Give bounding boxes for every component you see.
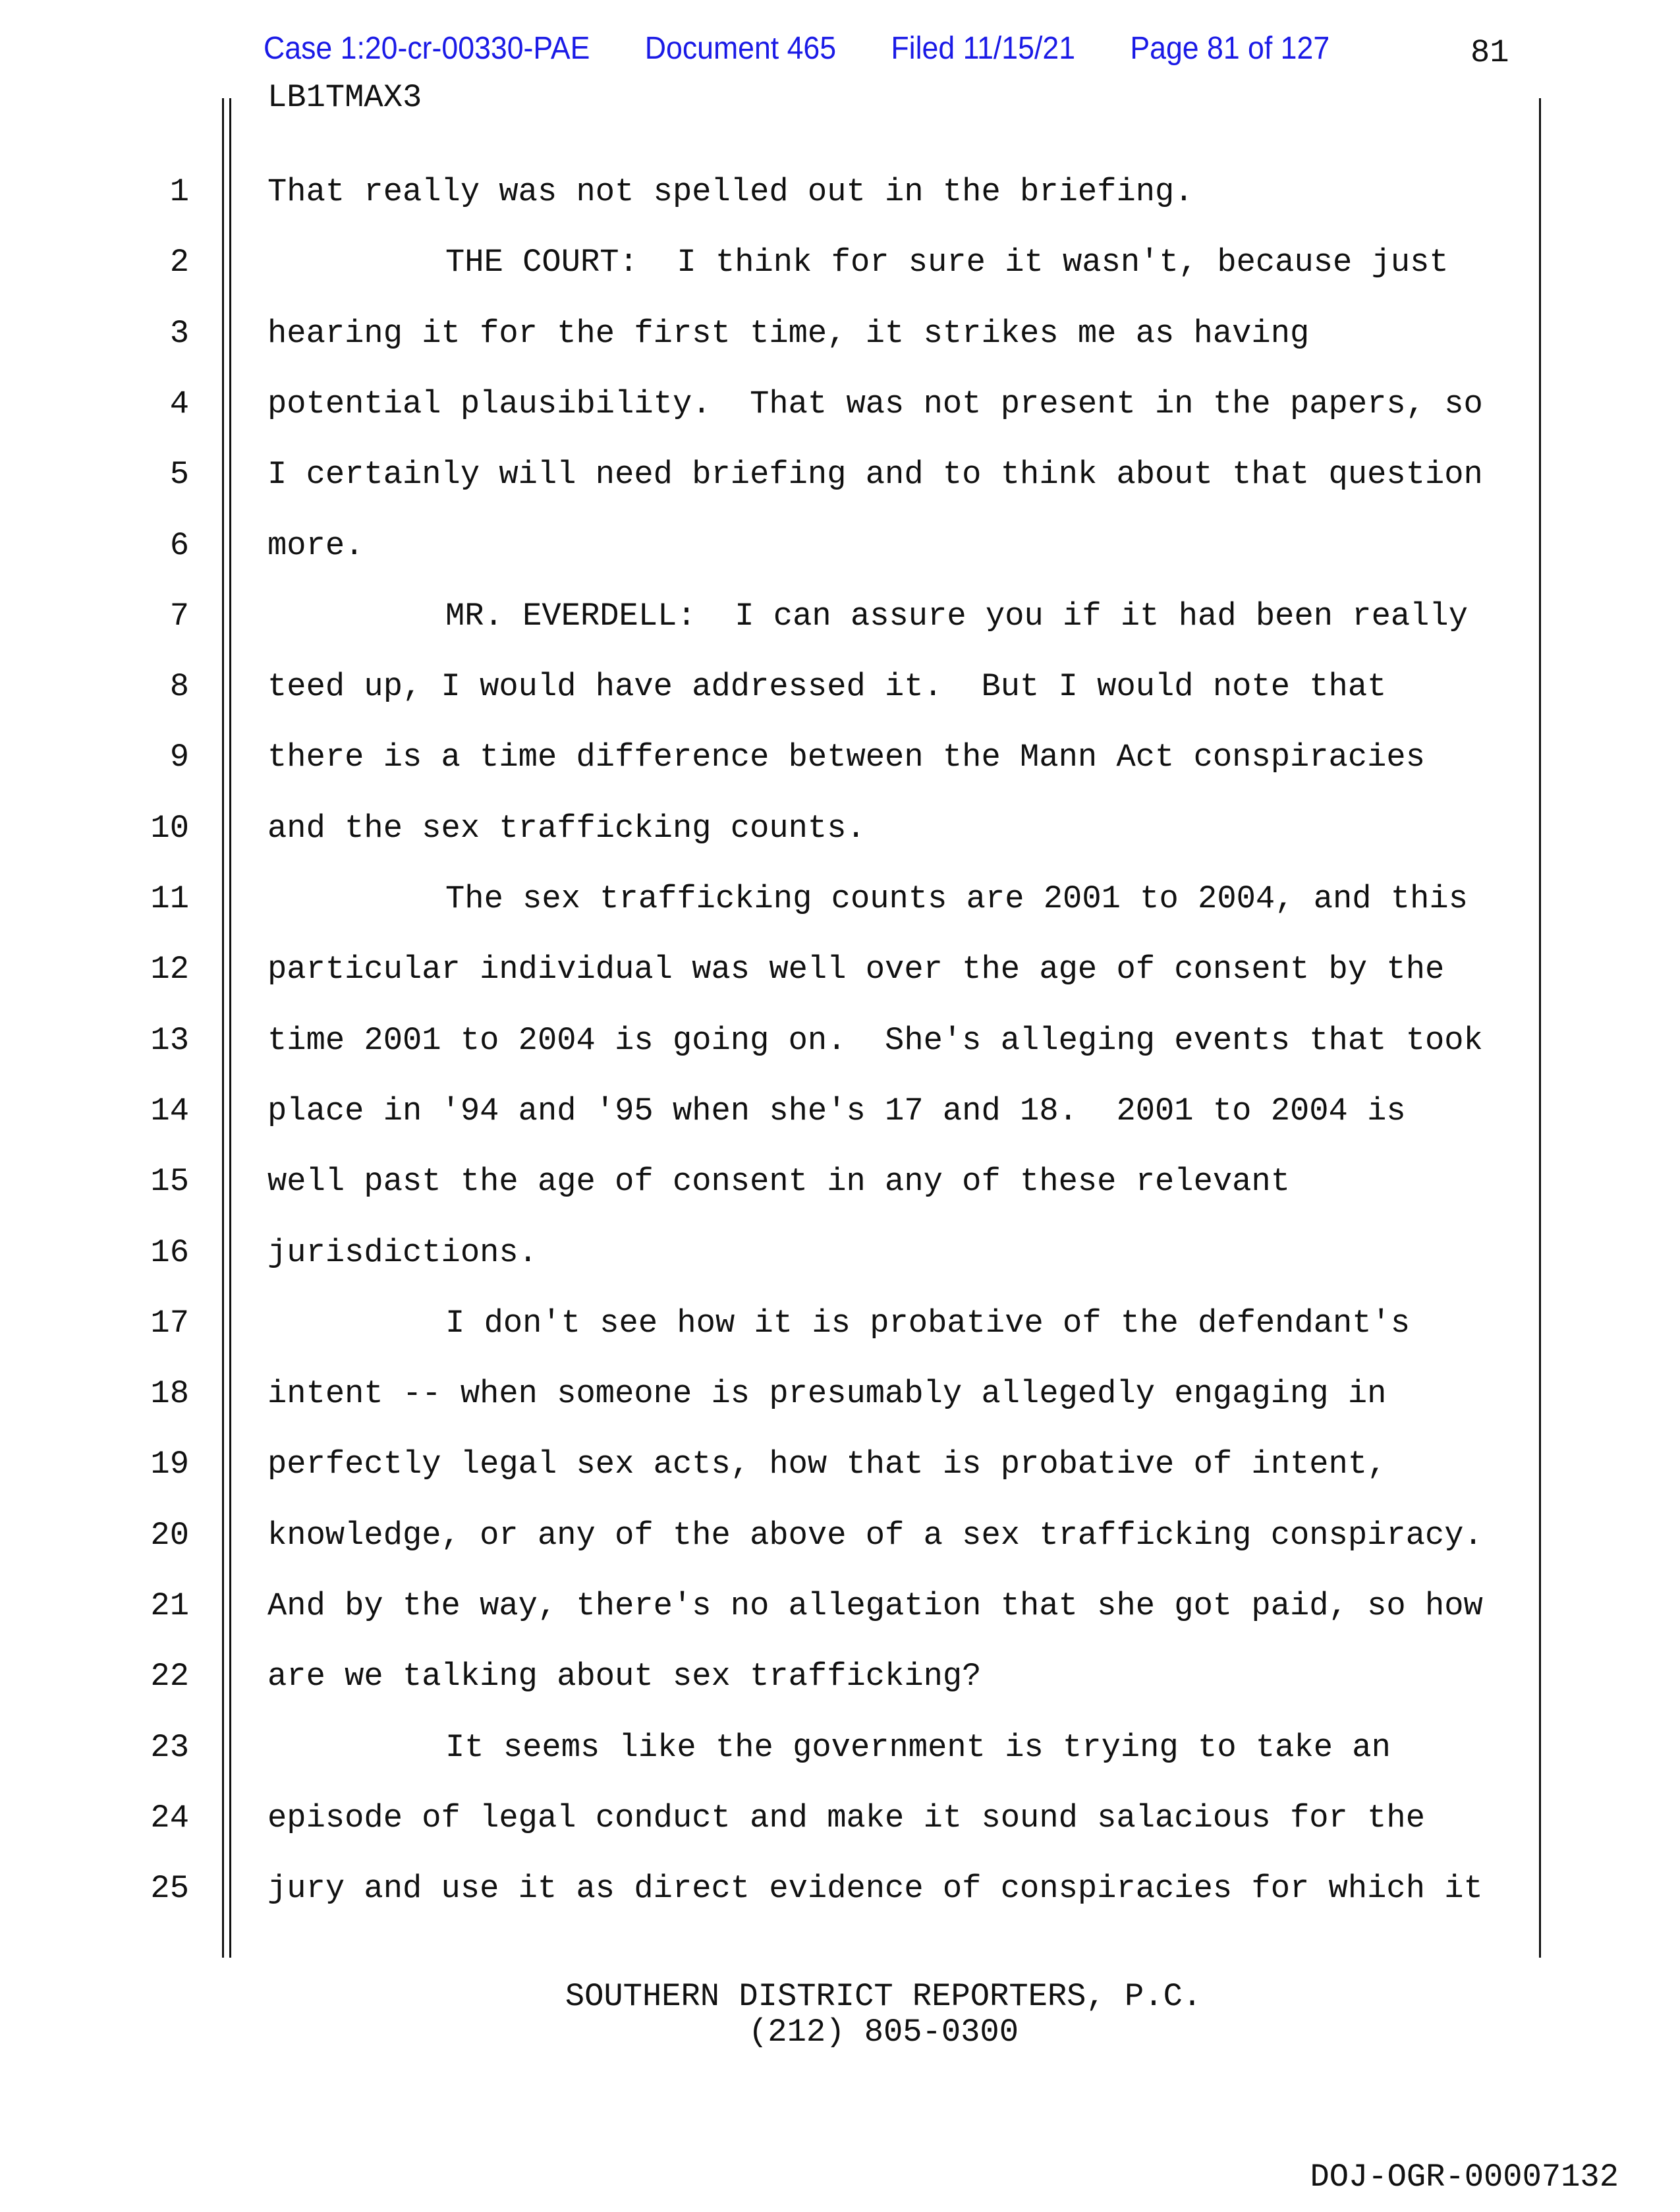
transcript-line: episode of legal conduct and make it sound salacious for the [267,1799,1425,1836]
line-number: 14 [150,1092,189,1129]
line-number: 12 [150,951,189,988]
transcript-line: well past the age of consent in any of these relevant [267,1163,1290,1201]
transcript-line: place in '94 and '95 when she's 17 and 18. 2001 to 2004 is [267,1092,1406,1129]
transcript-line: there is a time difference between the Mann Act conspiracies [267,739,1425,776]
left-margin-rule-inner [229,98,231,1958]
reporter-name: SOUTHERN DISTRICT REPORTERS, P.C. [565,1978,1202,2015]
transcript-line: perfectly legal sex acts, how that is probative of intent, [267,1446,1387,1483]
line-number: 5 [169,456,189,494]
line-number: 23 [150,1728,189,1766]
transcript-line: And by the way, there's no allegation that she got paid, so how [267,1587,1483,1624]
document-number: Document 465 [644,31,837,66]
transcript-line: jurisdictions. [267,1234,538,1271]
line-number: 21 [150,1587,189,1624]
line-number: 4 [169,385,189,422]
line-number: 19 [150,1446,189,1483]
transcript-line: potential plausibility. That was not present in the papers, so [267,385,1483,422]
case-number: Case 1:20-cr-00330-PAE [264,31,590,66]
transcript-line: hearing it for the first time, it strikes me as having [267,314,1310,352]
ecf-header [264,30,1330,67]
page-number: 81 [1470,34,1509,71]
line-number: 22 [150,1658,189,1695]
line-number: 1 [169,173,189,210]
left-margin-rule [222,98,224,1958]
filed-date: Filed 11/15/21 [891,31,1076,66]
transcript-line: MR. EVERDELL: I can assure you if it had been really [445,597,1468,635]
line-number: 16 [150,1234,189,1271]
right-margin-rule [1539,98,1541,1958]
transcript-line: It seems like the government is trying to take an [445,1728,1391,1766]
transcript-code: LB1TMAX3 [267,79,422,116]
line-number: 10 [150,809,189,847]
line-number: 17 [150,1304,189,1342]
transcript-line: That really was not spelled out in the briefing. [267,173,1194,210]
transcript-line: time 2001 to 2004 is going on. She's alleging events that took [267,1021,1483,1059]
line-number: 7 [169,597,189,635]
page-count: Page 81 of 127 [1130,31,1330,66]
transcript-line: I certainly will need briefing and to think about that question [267,456,1483,494]
line-number: 18 [150,1375,189,1413]
line-number: 2 [169,244,189,281]
transcript-line: particular individual was well over the age of consent by the [267,951,1445,988]
bates-number: DOJ-OGR-00007132 [1310,2159,1619,2196]
line-number: 8 [169,668,189,706]
line-number: 24 [150,1799,189,1836]
line-number: 25 [150,1870,189,1908]
transcript-line: are we talking about sex trafficking? [267,1658,982,1695]
line-number: 13 [150,1021,189,1059]
line-number: 20 [150,1516,189,1554]
line-number: 9 [169,739,189,776]
transcript-line: intent -- when someone is presumably allegedly engaging in [267,1375,1387,1413]
transcript-line: knowledge, or any of the above of a sex trafficking conspiracy. [267,1516,1483,1554]
line-number: 11 [150,880,189,917]
transcript-line: and the sex trafficking counts. [267,809,866,847]
transcript-line: The sex trafficking counts are 2001 to 2004, and this [445,880,1468,917]
line-number: 6 [169,526,189,564]
transcript-line: THE COURT: I think for sure it wasn't, because just [445,244,1449,281]
transcript-line: teed up, I would have addressed it. But I would note that [267,668,1387,706]
line-number: 15 [150,1163,189,1201]
line-number: 3 [169,314,189,352]
transcript-line: jury and use it as direct evidence of conspiracies for which it [267,1870,1483,1908]
transcript-line: I don't see how it is probative of the defendant's [445,1304,1411,1342]
transcript-line: more. [267,526,364,564]
reporter-phone: (212) 805-0300 [748,2014,1019,2051]
